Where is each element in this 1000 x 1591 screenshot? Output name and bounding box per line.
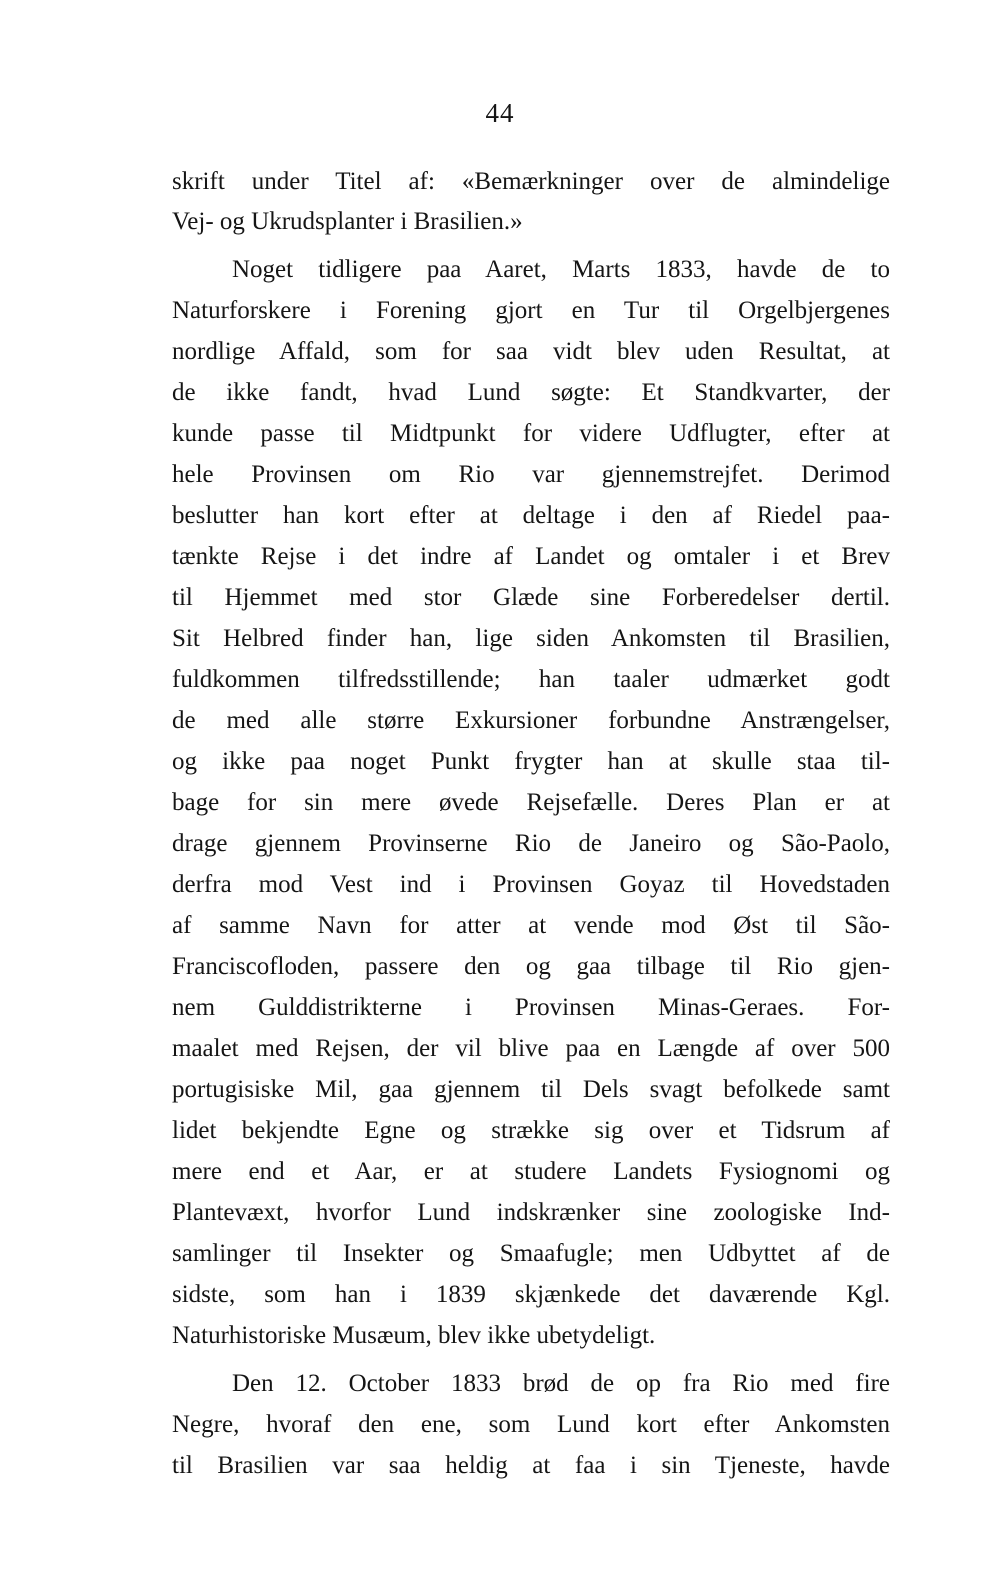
text-line: sidste, som han i 1839 skjænkede det daværende Kgl. [172, 1281, 890, 1308]
text-line: Den 12. October 1833 brød de op fra Rio med fire [232, 1370, 890, 1397]
text-line: af samme Navn for atter at vende mod Øst til São- [172, 912, 890, 939]
text-line: maalet med Rejsen, der vil blive paa en Længde af over 500 [172, 1035, 890, 1062]
text-line: portugisiske Mil, gaa gjennem til Dels svagt befolkede samt [172, 1076, 890, 1103]
text-line: til Hjemmet med stor Glæde sine Forberedelser dertil. [172, 584, 890, 611]
text-line: Naturhistoriske Musæum, blev ikke ubetydeligt. [172, 1322, 656, 1349]
text-line: samlinger til Insekter og Smaafugle; men Udbyttet af de [172, 1240, 890, 1267]
text-line: lidet bekjendte Egne og strække sig over et Tidsrum af [172, 1117, 890, 1144]
text-line: Noget tidligere paa Aaret, Marts 1833, havde de to [232, 256, 890, 283]
text-line: skrift under Titel af: «Bemærkninger over de almindelige [172, 168, 890, 195]
text-line: Naturforskere i Forening gjort en Tur til Orgelbjergenes [172, 297, 890, 324]
text-line: de ikke fandt, hvad Lund søgte: Et Standkvarter, der [172, 379, 890, 406]
text-line: drage gjennem Provinserne Rio de Janeiro og São-Paolo, [172, 830, 890, 857]
text-line: Sit Helbred finder han, lige siden Ankomsten til Brasilien, [172, 625, 890, 652]
text-line: nem Gulddistrikterne i Provinsen Minas-Geraes. For- [172, 994, 890, 1021]
text-line: bage for sin mere øvede Rejsefælle. Deres Plan er at [172, 789, 890, 816]
page-number: 44 [485, 98, 515, 128]
text-line: til Brasilien var saa heldig at faa i sin Tjeneste, havde [172, 1452, 890, 1479]
text-line: Franciscofloden, passere den og gaa tilbage til Rio gjen- [172, 953, 890, 980]
text-line: beslutter han kort efter at deltage i den af Riedel paa- [172, 502, 890, 529]
text-line: tænkte Rejse i det indre af Landet og omtaler i et Brev [172, 543, 890, 570]
text-line: fuldkommen tilfredsstillende; han taaler udmærket godt [172, 666, 890, 693]
text-line: derfra mod Vest ind i Provinsen Goyaz til Hovedstaden [172, 871, 890, 898]
text-line: de med alle større Exkursioner forbundne Anstrængelser, [172, 707, 890, 734]
text-line: Vej- og Ukrudsplanter i Brasilien.» [172, 208, 523, 235]
text-line: og ikke paa noget Punkt frygter han at skulle staa til- [172, 748, 890, 775]
text-line: mere end et Aar, er at studere Landets Fysiognomi og [172, 1158, 890, 1185]
text-line: Plantevæxt, hvorfor Lund indskrænker sine zoologiske Ind- [172, 1199, 890, 1226]
text-line: hele Provinsen om Rio var gjennemstrejfet. Derimod [172, 461, 890, 488]
text-line: nordlige Affald, som for saa vidt blev uden Resultat, at [172, 338, 890, 365]
text-line: Negre, hvoraf den ene, som Lund kort efter Ankomsten [172, 1411, 890, 1438]
text-line: kunde passe til Midtpunkt for videre Udflugter, efter at [172, 420, 890, 447]
